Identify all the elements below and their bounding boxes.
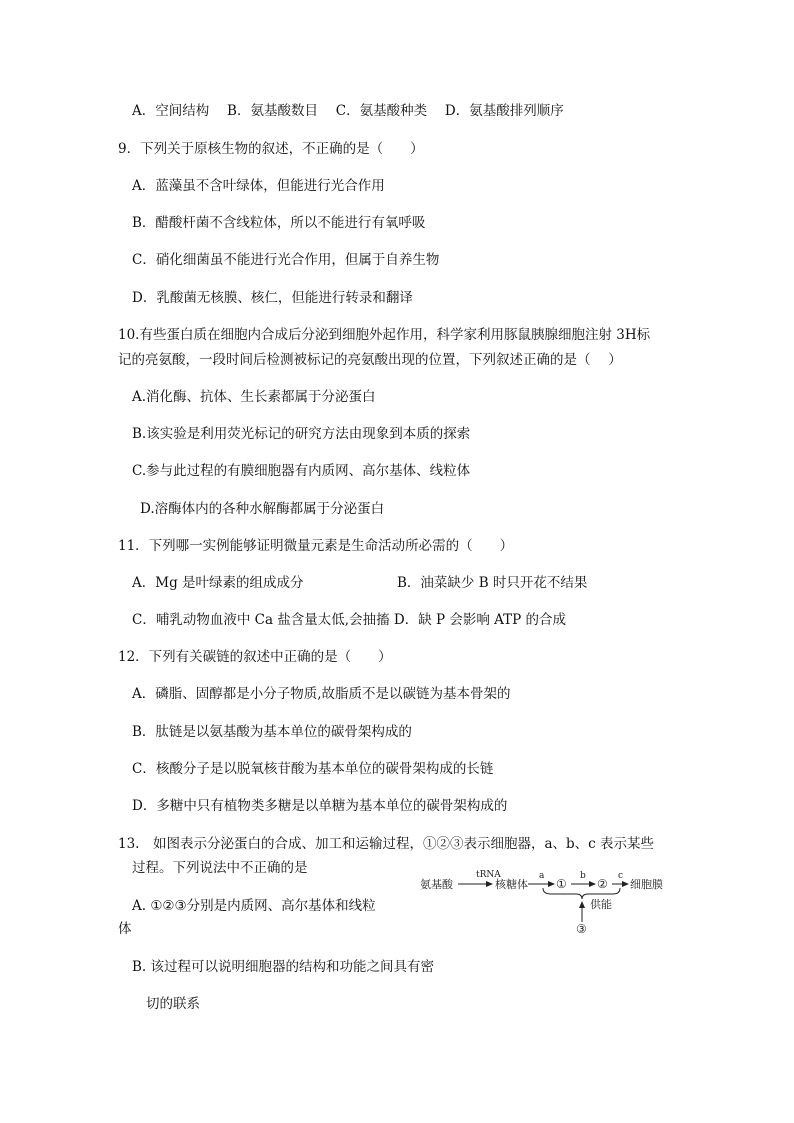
q13-option-a-line2: 体 xyxy=(118,921,132,937)
q9-option-a: A．蓝藻虽不含叶绿体，但能进行光合作用 xyxy=(132,178,385,194)
organelle-1: ① xyxy=(556,877,567,891)
process-c-label: c xyxy=(618,871,624,881)
process-a-label: a xyxy=(539,871,545,881)
organelle-2: ② xyxy=(597,877,608,891)
ribosome-label: 核糖体 xyxy=(495,878,528,891)
energy-label: 供能 xyxy=(590,898,612,911)
q11-option-b: B．油菜缺少 B 时只开花不结果 xyxy=(397,575,588,591)
q12-option-c: C．核酸分子是以脱氧核苷酸为基本单位的碳骨架构成的长链 xyxy=(132,761,494,777)
q13-stem-line2: 过程。下列说法中不正确的是 xyxy=(132,860,308,876)
q13-option-b-line2: 切的联系 xyxy=(146,996,200,1012)
q12-stem: 12．下列有关碳链的叙述中正确的是（ ） xyxy=(118,649,392,665)
q9-option-c: C．硝化细菌虽不能进行光合作用，但属于自养生物 xyxy=(132,252,440,268)
process-b-label: b xyxy=(580,871,586,881)
q12-option-a: A．磷脂、固醇都是小分子物质,故脂质不是以碳链为基本骨架的 xyxy=(132,686,511,702)
trna-label: tRNA xyxy=(476,870,501,880)
secretory-protein-pathway-diagram xyxy=(418,866,668,936)
q12-option-b: B．肽链是以氨基酸为基本单位的碳骨架构成的 xyxy=(132,724,412,740)
q9-option-b: B．醋酸杆菌不含线粒体，所以不能进行有氧呼吸 xyxy=(132,215,426,231)
q10-stem-line1: 10.有些蛋白质在细胞内合成后分泌到细胞外起作用，科学家利用豚鼠胰腺细胞注射 3H标 xyxy=(118,327,651,343)
q13-option-a-line1: A. ①②③分别是内质网、高尔基体和线粒 xyxy=(132,898,376,914)
q12-option-d: D．多糖中只有植物类多糖是以单糖为基本单位的碳骨架构成的 xyxy=(132,798,508,814)
q9-option-d: D．乳酸菌无核膜、核仁，但能进行转录和翻译 xyxy=(132,290,413,306)
q9-stem: 9．下列关于原核生物的叙述，不正确的是（ ） xyxy=(118,141,424,157)
cell-membrane-label: 细胞膜 xyxy=(630,878,663,891)
q10-stem-line2: 记的亮氨酸，一段时间后检测被标记的亮氨酸出现的位置，下列叙述正确的是（ ） xyxy=(118,352,622,368)
amino-acid-label: 氨基酸 xyxy=(420,878,453,891)
q10-option-a: A.消化酶、抗体、生长素都属于分泌蛋白 xyxy=(132,389,376,405)
q10-option-c: C.参与此过程的有膜细胞器有内质网、高尔基体、线粒体 xyxy=(132,463,471,479)
q11-stem: 11．下列哪一实例能够证明微量元素是生命活动所必需的（ ） xyxy=(118,538,514,554)
q11-option-cd: C．哺乳动物血液中 Ca 盐含量太低,会抽搐 D．缺 P 会影响 ATP 的合成 xyxy=(132,612,567,628)
q13-option-b-line1: B. 该过程可以说明细胞器的结构和功能之间具有密 xyxy=(132,959,435,975)
q10-option-d: D.溶酶体内的各种水解酶都属于分泌蛋白 xyxy=(140,501,385,517)
organelle-3: ③ xyxy=(576,922,587,936)
q10-option-b: B.该实验是利用荧光标记的研究方法由现象到本质的探索 xyxy=(132,426,471,442)
q8-options: A．空间结构 B．氨基酸数目 C．氨基酸种类 D．氨基酸排列顺序 xyxy=(132,103,564,119)
q13-stem-line1: 13. 如图表示分泌蛋白的合成、加工和运输过程，①②③表示细胞器，a、b、c 表示某些 xyxy=(118,836,655,852)
q11-option-a: A．Mg 是叶绿素的组成成分 xyxy=(132,575,304,591)
